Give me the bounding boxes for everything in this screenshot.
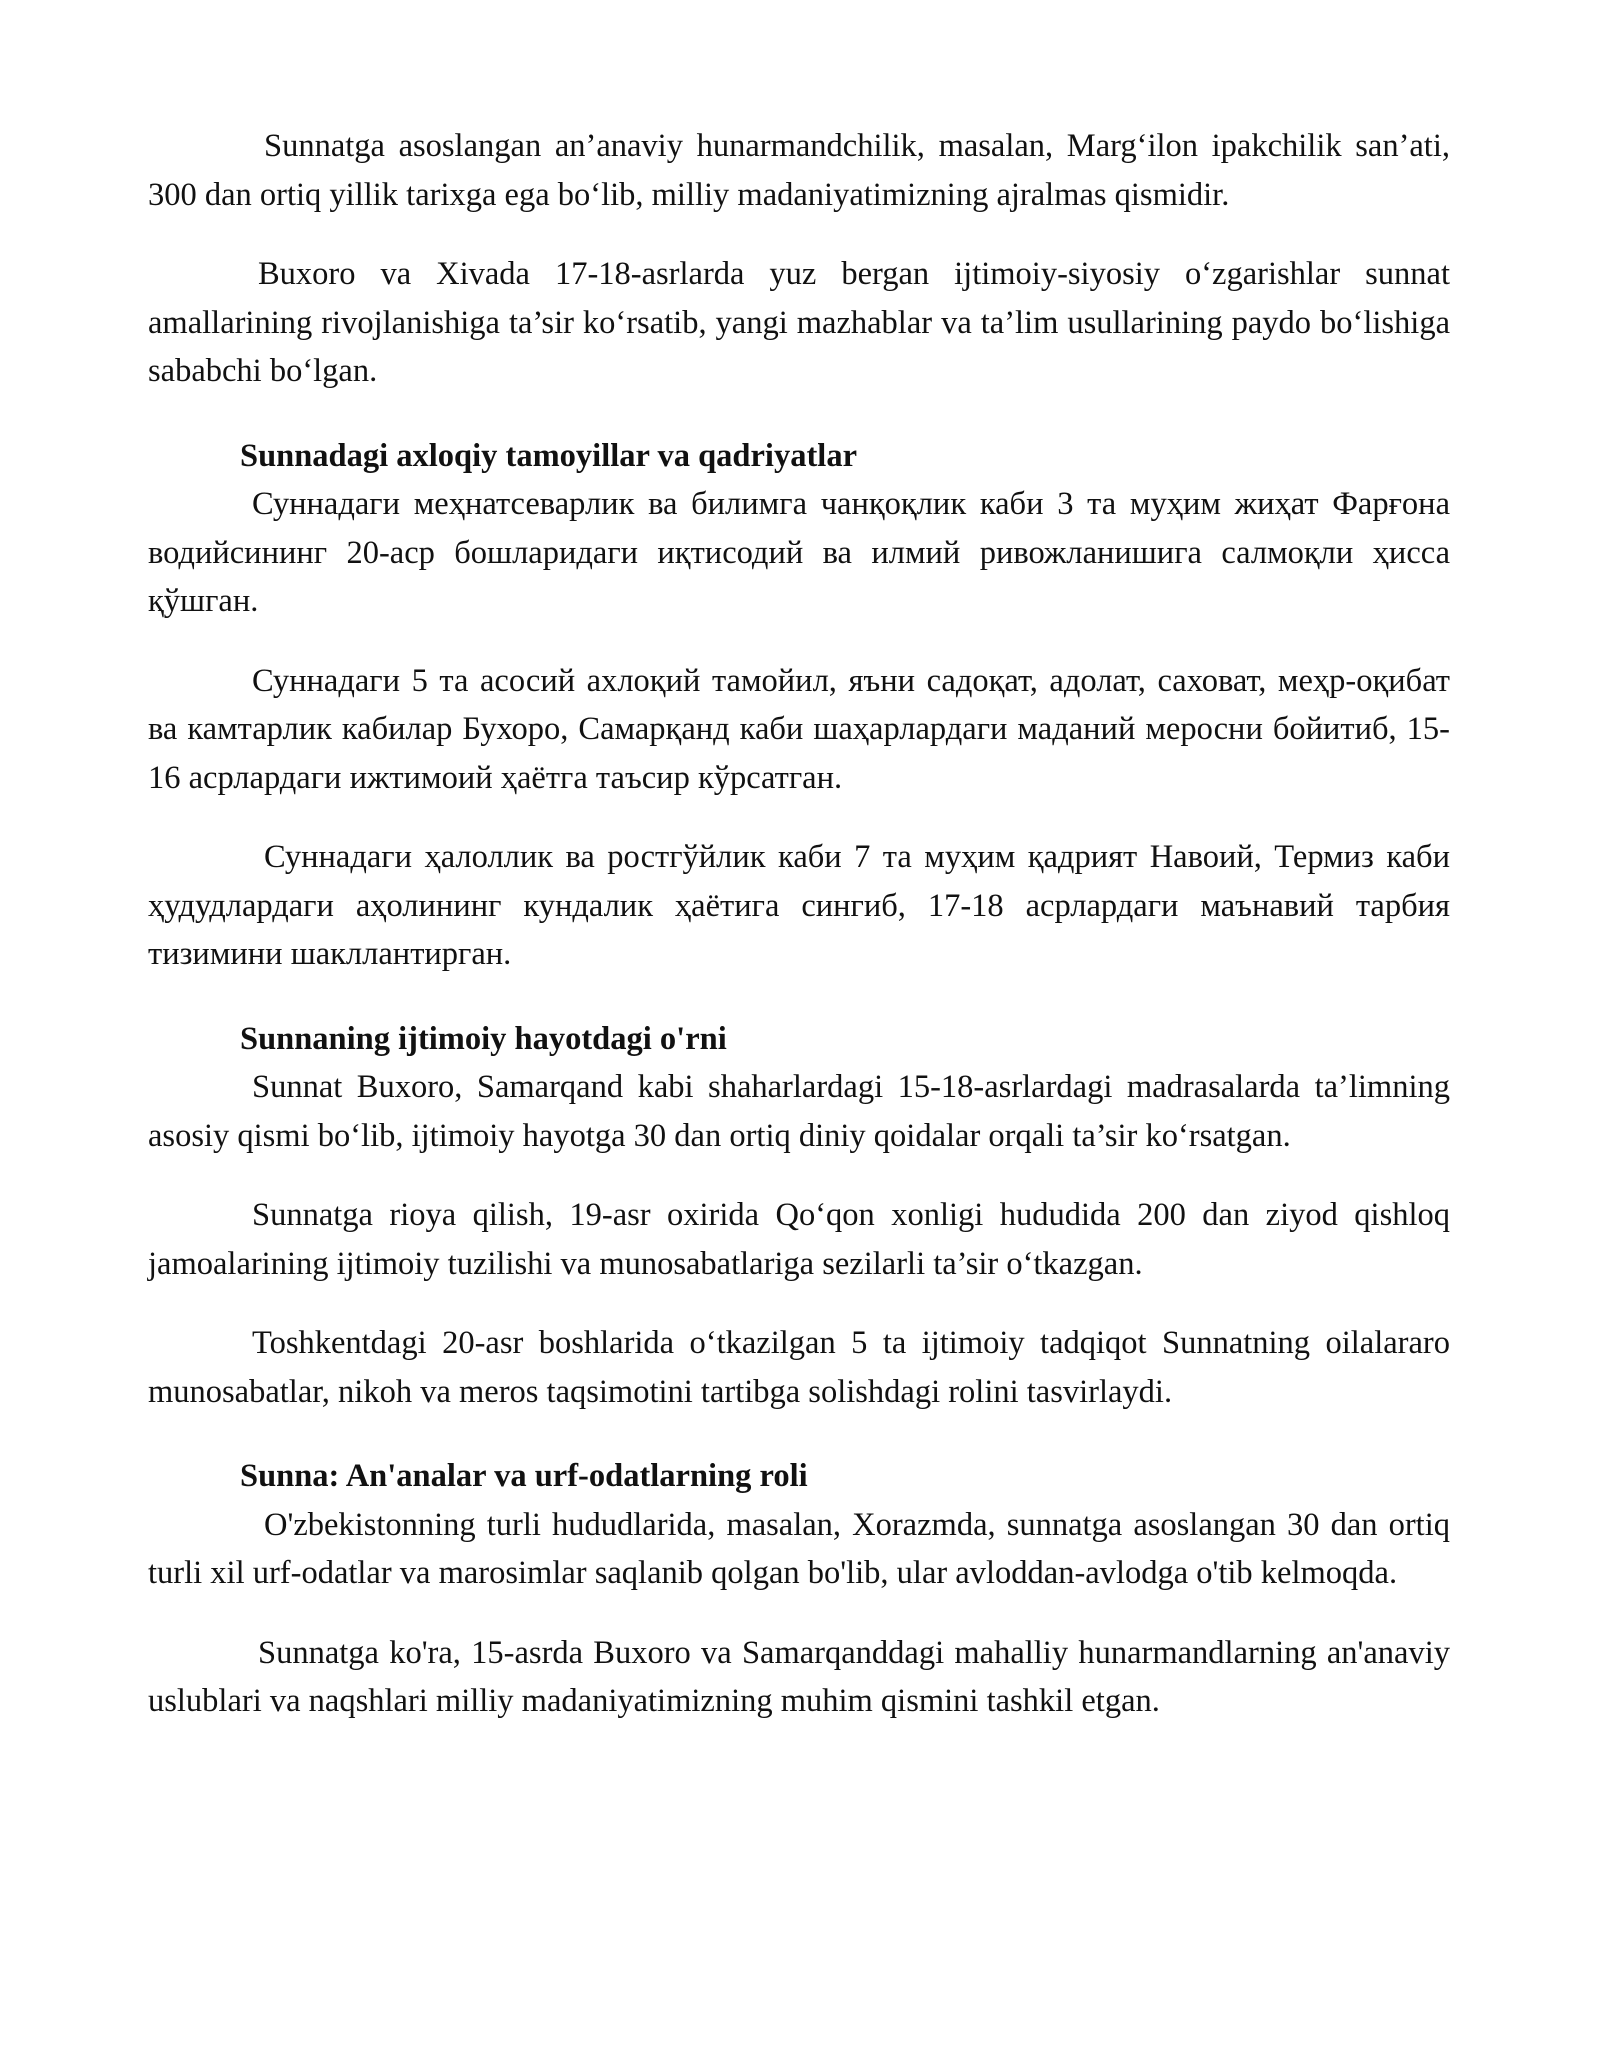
section-heading-axloqiy-tamoyillar: Sunnadagi axloqiy tamoyillar va qadriyatlar [240, 437, 857, 474]
paragraph-qoqon-xonligi: Sunnatga rioya qilish, 19-asr oxirida Qo‘qon xonligi hududida 200 dan ziyod qishloq jamoalarining ijtimoiy tuzilishi va munosabatlariga sezilarli ta’sir o‘tkazgan. [148, 1197, 1450, 1282]
paragraph-toshkent-tadqiqot: Toshkentdagi 20-asr boshlarida o‘tkazilgan 5 ta ijtimoiy tadqiqot Sunnatning oilalararo munosabatlar, nikoh va meros taqsimotini tartibga solishdagi rolini tasvirlaydi. [148, 1325, 1450, 1410]
paragraph-mehnatsevarlik: Суннадаги меҳнатсеварлик ва билимга чанқоқлик каби 3 та муҳим жиҳат Фарғона водийсининг 20-аср бошларидаги иқтисодий ва илмий ривожланишига салмоқли ҳисса қўшган. [148, 486, 1450, 619]
section-heading-urf-odatlar: Sunna: An'analar va urf-odatlarning roli [240, 1458, 808, 1494]
paragraph-xorazm: O'zbekistonning turli hududlarida, masalan, Xorazmda, sunnatga asoslangan 30 dan ortiq turli xil urf-odatlar va marosimlar saqlanib qolgan bo'lib, ular avloddan-avlodga o'tib kelmoqda. [148, 1506, 1450, 1591]
paragraph-hunarmandlar-naqshlar: Sunnatga ko'ra, 15-asrda Buxoro va Samarqanddagi mahalliy hunarmandlarning an'anaviy uslublari va naqshlari milliy madaniyatimizning muhim qismini tashkil etgan. [148, 1634, 1450, 1719]
paragraph-axloqiy-tamoyil: Суннадаги 5 та асосий ахлоқий тамойил, яъни садоқат, адолат, саховат, меҳр-оқибат ва камтарлик кабилар Бухоро, Самарқанд каби шаҳарлардаги маданий меросни бойитиб, 15-16 асрлардаги ижтимоий ҳаётга таъсир кўрсатган. [148, 662, 1450, 796]
paragraph-madrasalar: Sunnat Buxoro, Samarqand kabi shaharlardagi 15-18-asrlardagi madrasalarda ta’limning asosiy qismi bo‘lib, ijtimoiy hayotga 30 dan ortiq diniy qoidalar orqali ta’sir ko‘rsatgan. [148, 1069, 1450, 1154]
paragraph-halollik: Суннадаги ҳалоллик ва ростгўйлик каби 7 та муҳим қадрият Навоий, Термиз каби ҳудудлардаги аҳолининг кундалик ҳаётига сингиб, 17-18 асрлардаги маънавий тарбия тизимини шакллантирган. [148, 839, 1450, 972]
document-page [148, 122, 1450, 1726]
paragraph-buxoro-xiva: Buxoro va Xivada 17-18-asrlarda yuz bergan ijtimoiy-siyosiy o‘zgarishlar sunnat amallarining rivojlanishiga ta’sir ko‘rsatib, yangi mazhablar va ta’lim usullarining paydo bo‘lishiga sababchi bo‘lgan. [148, 256, 1450, 389]
paragraph-hunarmandchilik: Sunnatga asoslangan an’anaviy hunarmandchilik, masalan, Marg‘ilon ipakchilik san’ati, 300 dan ortiq yillik tarixga ega bo‘lib, milliy madaniyatimizning ajralmas qismidir. [148, 128, 1450, 213]
section-heading-ijtimoiy-hayot: Sunnaning ijtimoiy hayotdagi o'rni [240, 1020, 727, 1057]
